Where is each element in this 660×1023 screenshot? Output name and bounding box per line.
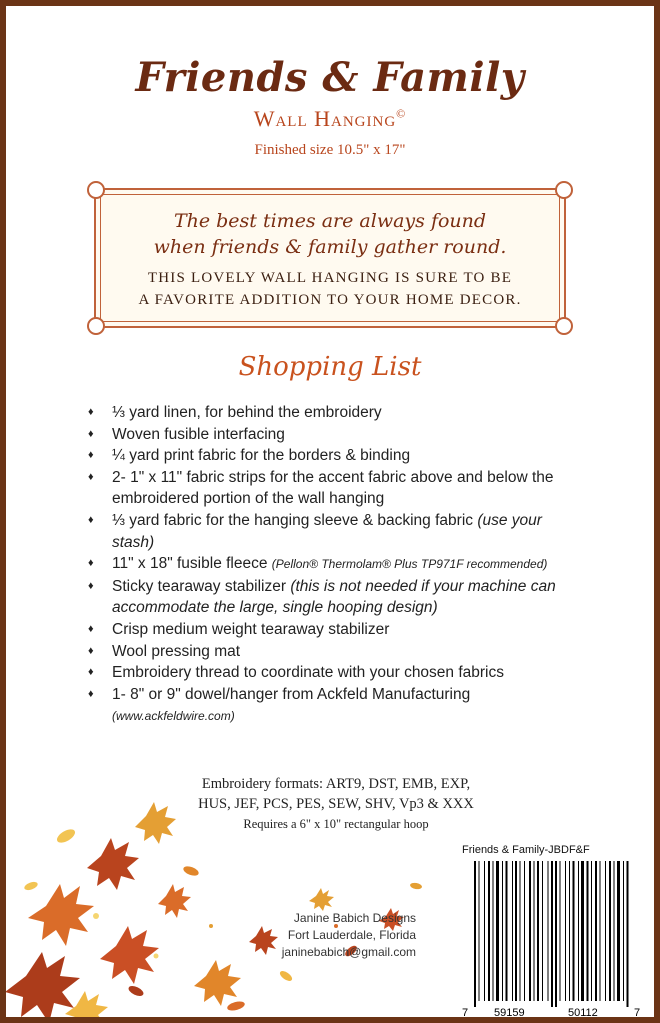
barcode-bar	[569, 861, 570, 1001]
barcode-digit-last: 7	[634, 1007, 641, 1019]
barcode-bar	[581, 861, 584, 1001]
formats-line-2: HUS, JEF, PCS, PES, SEW, SHV, Vp3 & XXX	[198, 796, 474, 812]
description-line-1: THIS LOVELY WALL HANGING IS SURE TO BE	[147, 270, 513, 286]
list-item	[88, 662, 568, 684]
list-item	[88, 684, 568, 728]
barcode-bar	[578, 861, 579, 1001]
list-item	[88, 619, 568, 641]
barcode-bar	[529, 861, 531, 1001]
list-item	[88, 424, 568, 446]
barcode-label: Friends & Family-JBDF&F	[462, 844, 590, 856]
finished-size: Finished size 10.5" x 17"	[254, 142, 406, 158]
barcode-bar	[537, 861, 539, 1001]
barcode-group-1: 59159	[494, 1007, 525, 1019]
list-item-text: Embroidery thread to coordinate with your chosen fabrics	[112, 664, 505, 682]
barcode-bar	[587, 861, 589, 1001]
barcode-bar	[506, 861, 508, 1001]
diamond-bullet-icon: ♦	[88, 557, 94, 570]
barcode-bar	[524, 861, 525, 1001]
frame-corner	[555, 317, 573, 335]
list-item-text: 2- 1" x 11" fabric strips for the accent fabric above and below the embroidered portion of the wall hanging	[112, 468, 554, 508]
list-item	[88, 553, 568, 576]
barcode-bar	[617, 861, 620, 1001]
list-item-text: Sticky tearaway stabilizer	[112, 577, 287, 595]
diamond-bullet-icon: ♦	[88, 687, 94, 700]
quote-line-1: The best times are always found	[173, 210, 487, 232]
list-item-note: (www.ackfeldwire.com)	[112, 709, 235, 724]
list-item-text: ⅓ yard linen, for behind the embroidery	[112, 404, 382, 421]
list-item	[88, 445, 568, 467]
list-item	[88, 402, 568, 424]
barcode-bar	[493, 861, 494, 1001]
designer-name: Janine Babich Designs	[293, 911, 416, 925]
barcode-bar	[515, 861, 517, 1001]
upc-barcode	[460, 861, 644, 1021]
barcode-bar	[496, 861, 499, 1001]
barcode-bar	[614, 861, 615, 1001]
pattern-title: Friends & Family	[135, 54, 525, 101]
barcode-bar	[605, 861, 606, 1001]
barcode-bar	[623, 861, 624, 1001]
frame-corner	[87, 181, 105, 199]
list-item	[88, 467, 568, 510]
barcode-bar	[573, 861, 575, 1001]
list-item	[88, 510, 568, 553]
diamond-bullet-icon: ♦	[88, 470, 94, 483]
pattern-subtitle	[6, 106, 654, 132]
barcode-bar	[488, 861, 490, 1001]
diamond-bullet-icon: ♦	[88, 622, 94, 635]
quote-box	[94, 188, 566, 328]
barcode-bar	[627, 861, 629, 1007]
hoop-requirement: Requires a 6" x 10" rectangular hoop	[243, 817, 429, 831]
subtitle-text: Wall Hanging	[253, 106, 397, 131]
formats-line-1: Embroidery formats: ART9, DST, EMB, EXP,	[201, 776, 471, 792]
list-item	[88, 641, 568, 663]
barcode-bar	[609, 861, 611, 1001]
barcode-bar	[565, 861, 566, 1001]
diamond-bullet-icon: ♦	[88, 427, 94, 440]
barcode-bar	[512, 861, 513, 1001]
designer-email: janinebabich@gmail.com	[281, 945, 416, 959]
list-item-note: (use your stash)	[112, 511, 542, 551]
diamond-bullet-icon: ♦	[88, 579, 94, 592]
designer-info	[234, 910, 416, 961]
barcode-bar	[560, 861, 561, 1001]
barcode-bar	[542, 861, 543, 1001]
barcode-bar	[595, 861, 597, 1001]
barcode-bar	[548, 861, 549, 1001]
barcode-bar	[591, 861, 592, 1001]
barcode-bar	[502, 861, 503, 1001]
barcode-bar	[600, 861, 601, 1001]
list-item-text: Wool pressing mat	[112, 642, 241, 660]
list-item-text: 1- 8" or 9" dowel/hanger from Ackfeld Manufacturing	[112, 685, 471, 703]
autumn-leaves-illustration	[6, 776, 446, 1023]
list-item-note: (this is not needed if your machine can accommodate the large, single hooping design)	[112, 577, 556, 617]
list-item-text: Crisp medium weight tearaway stabilizer	[112, 620, 390, 638]
quote-line-2: when friends & family gather round.	[153, 236, 507, 258]
frame-corner	[555, 181, 573, 199]
designer-location: Fort Lauderdale, Florida	[287, 928, 416, 942]
barcode-bar	[484, 861, 485, 1001]
diamond-bullet-icon: ♦	[88, 449, 94, 462]
copyright-mark: ©	[396, 106, 407, 121]
barcode-group-2: 50112	[568, 1007, 598, 1019]
barcode-bar	[474, 861, 476, 1007]
barcode-bar	[479, 861, 480, 1001]
description-line-2: A FAVORITE ADDITION TO YOUR HOME DECOR.	[138, 292, 522, 308]
list-item-text: ⅓ yard fabric for the hanging sleeve & backing fabric	[112, 511, 474, 529]
barcode-bar	[555, 861, 557, 1007]
list-item-text: ¼ yard print fabric for the borders & binding	[112, 447, 411, 465]
list-item-note: (Pellon® Thermolam® Plus TP971F recommended)	[271, 557, 548, 572]
diamond-bullet-icon: ♦	[88, 513, 94, 526]
barcode-bar	[520, 861, 521, 1001]
barcode-digit-first: 7	[462, 1007, 469, 1019]
frame-corner	[87, 317, 105, 335]
diamond-bullet-icon: ♦	[88, 666, 94, 679]
shopping-list	[88, 402, 568, 728]
list-item-text: 11" x 18" fusible fleece	[112, 555, 268, 573]
barcode-bar	[551, 861, 553, 1007]
barcode-bar	[534, 861, 535, 1001]
shopping-list-title: Shopping List	[238, 352, 422, 382]
diamond-bullet-icon: ♦	[88, 406, 94, 418]
diamond-bullet-icon: ♦	[88, 644, 94, 657]
list-item-text: Woven fusible interfacing	[112, 425, 285, 443]
list-item	[88, 576, 568, 619]
